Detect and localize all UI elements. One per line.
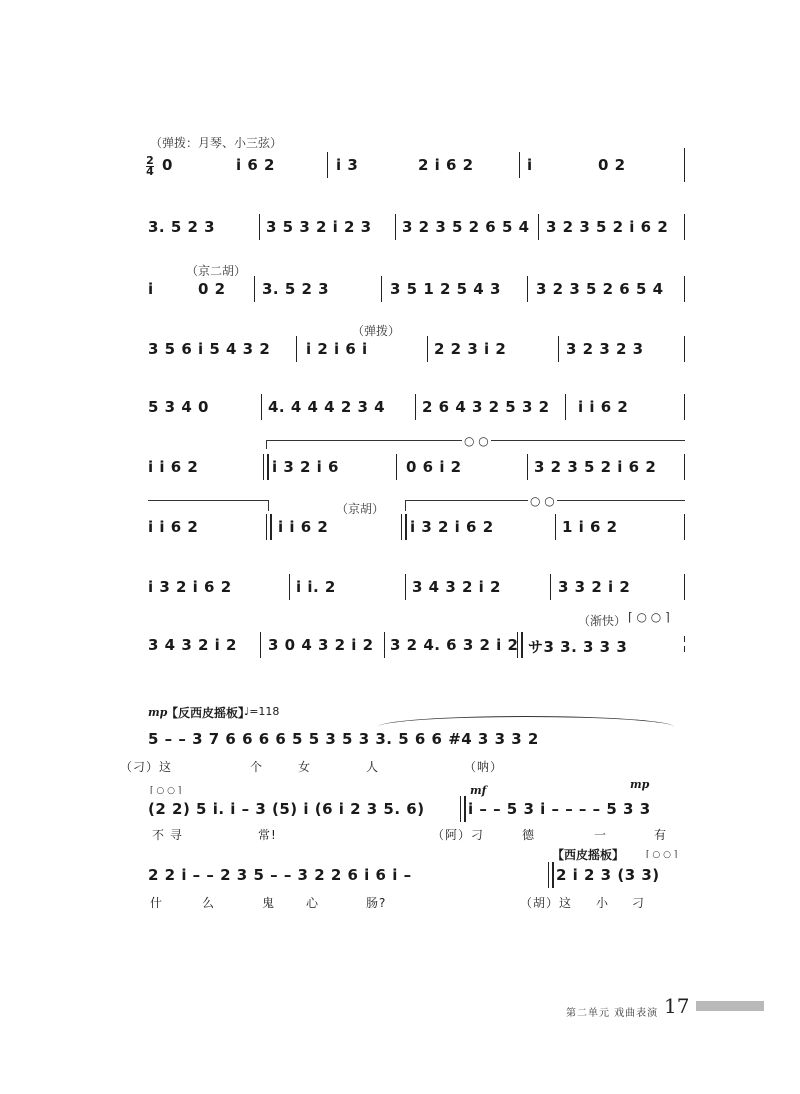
dynamic-mark: mf [470,784,487,797]
measure: i 3 2 i 6 2 [410,518,494,536]
measure: i 6 2 [236,156,275,174]
notes-line: 5 – – 3 7 6 6 6 6 5 5 3 5 3 3. 5 6 6 #4 3 3 3 2 [148,730,539,748]
lyric: 不 寻 [152,828,183,842]
time-signature-top: 2 [146,154,154,167]
footer-grey-bar [696,1001,764,1011]
measure: 2 6 4 3 2 5 3 2 [422,398,550,416]
tempo-annotation: （渐快） [578,614,627,628]
measure: 0 2 [198,280,226,298]
measure: i 2 i 6 i [306,340,368,358]
dynamic-mark: mp [630,778,650,791]
repeat-circles: ○ ○ [464,434,489,448]
measure: 3 0 4 3 2 i 2 [268,636,374,654]
lyric: （刁）这 [120,760,173,774]
measure: 4. 4 4 4 2 3 4 [268,398,386,416]
lyric: 有 [654,828,668,842]
measure: 1 i 6 2 [562,518,618,536]
measure: i i. 2 [296,578,336,596]
measure: 2 i 6 2 [418,156,474,174]
volta-bracket [148,500,269,511]
measure: 3 2 3 5 2 i 6 2 [546,218,669,236]
measure: 0 2 [598,156,626,174]
measure: 3 3 2 i 2 [558,578,631,596]
notes-line: (2 2) 5 i. i – 3 (5) i (6 i 2 3 5. 6) [148,800,425,818]
lyric: 女 [298,760,312,774]
section-label: 【西皮摇板】 [552,848,625,862]
repeat-circles: ⌈ ○ ○ ⌉ [646,850,678,860]
measure: 3 2 3 2 3 [566,340,644,358]
lyric: 个 [250,760,264,774]
notes-line: 2 i 2 3 (3 3) [556,866,660,884]
repeat-circles: ⌈ ○ ○ ⌉ [628,610,670,624]
measure: 0 [162,156,173,174]
page-number: 17 [664,994,690,1018]
instrument-annotation: （弹拨） [352,324,401,338]
measure: i 3 2 i 6 [272,458,339,476]
measure: i i 6 2 [578,398,629,416]
repeat-circles: ⌈ ○ ○ ⌉ [150,786,182,796]
measure: 3 2 3 5 2 6 5 4 [536,280,664,298]
measure: i 3 2 i 6 2 [148,578,232,596]
measure: 3 2 4. 6 3 2 i 2 [390,636,519,654]
lyric: 刁 [632,896,646,910]
lyric: 心 [306,896,320,910]
lyric: 什 [150,896,164,910]
lyric: （呐） [464,760,504,774]
notes-line: i – – 5 3 i – – – – 5 3 3 [468,800,651,818]
lyric: 小 [596,896,610,910]
section-label: 【反西皮摇板】 [166,706,251,720]
instrument-annotation: （京二胡） [186,264,247,278]
dynamic-mark: mp [148,706,168,719]
measure: 3 2 3 5 2 i 6 2 [534,458,657,476]
measure: 3 2 3 5 2 6 5 4 [402,218,530,236]
measure: サ3 3. 3 3 3 [528,638,628,656]
lyric: （胡）这 [520,896,573,910]
lyric: 德 [522,828,536,842]
measure: 3. 5 2 3 [262,280,330,298]
measure: 3 4 3 2 i 2 [148,636,237,654]
measure: i [148,280,154,298]
measure: i i 6 2 [278,518,329,536]
header-annotation: （弹拨：月琴、小三弦） [150,136,283,150]
tempo-mark: ♩=118 [244,705,280,718]
measure: 0 6 i 2 [406,458,462,476]
measure: i i 6 2 [148,458,199,476]
lyric: （阿）刁 [432,828,485,842]
measure: 3 5 3 2 i 2 3 [266,218,372,236]
lyric: 么 [202,896,216,910]
instrument-annotation: （京胡） [336,502,385,516]
lyric: 鬼 [262,896,276,910]
time-signature-bottom: 4 [146,165,154,178]
measure: 5 3 4 0 [148,398,209,416]
repeat-circles: ○ ○ [530,494,555,508]
measure: i i 6 2 [148,518,199,536]
measure: 3 5 6 i 5 4 3 2 [148,340,271,358]
lyric: 一 [594,828,608,842]
measure: 3 4 3 2 i 2 [412,578,501,596]
measure: 3. 5 2 3 [148,218,216,236]
measure: i [527,156,533,174]
time-signature [146,156,154,177]
footer-section-name: 第二单元 戏曲表演 [566,1008,659,1019]
lyric: 常! [258,828,277,842]
measure: i 3 [336,156,359,174]
notes-line: 2 2 i – – 2 3 5 – – 3 2 2 6 i 6 i – [148,866,412,884]
measure: 2 2 3 i 2 [434,340,507,358]
lyric: 人 [366,760,380,774]
lyric: 肠? [366,896,387,910]
measure: 3 5 1 2 5 4 3 [390,280,501,298]
